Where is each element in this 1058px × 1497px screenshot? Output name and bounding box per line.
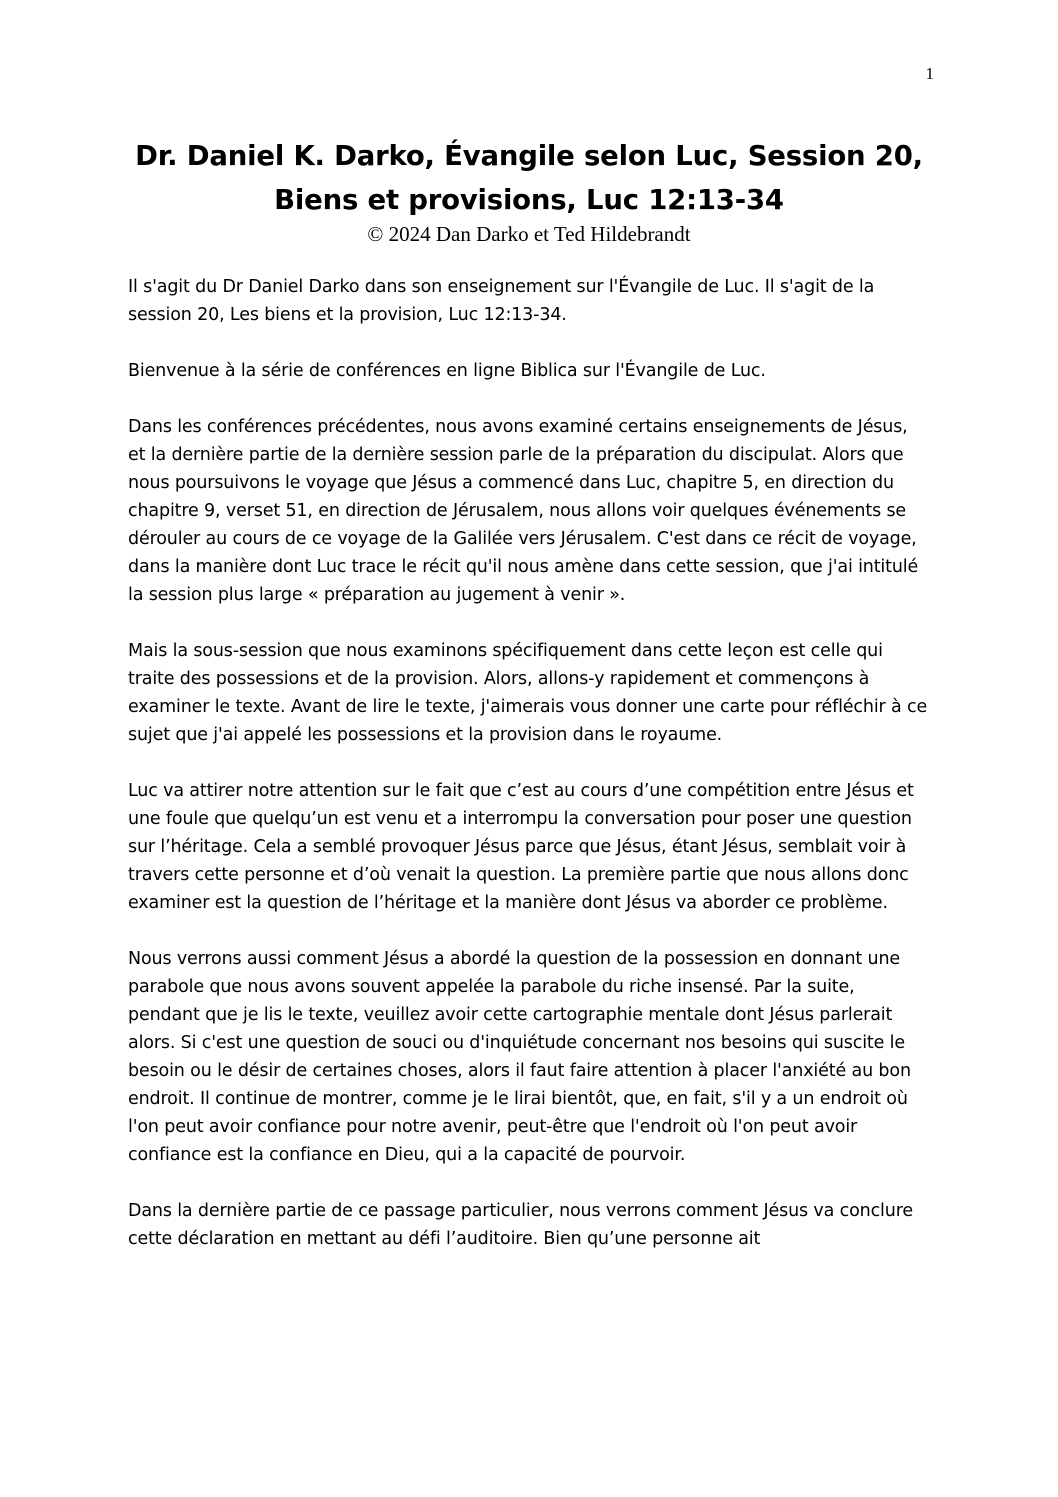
paragraph-conclusion: Dans la dernière partie de ce passage particulier, nous verrons comment Jésus va conclure cette déclaration en mettant au défi l’auditoire. Bien qu’une personne ait xyxy=(128,1201,913,1249)
paragraph-intro: Il s'agit du Dr Daniel Darko dans son enseignement sur l'Évangile de Luc. Il s'agit de la session 20, Les biens et la provision, Luc 12:13-34. xyxy=(128,277,875,325)
title-line-2: Biens et provisions, Luc 12:13-34 xyxy=(274,184,784,216)
document-body xyxy=(128,273,928,1281)
copyright-notice: © 2024 Dan Darko et Ted Hildebrandt xyxy=(367,222,691,246)
document-title xyxy=(100,134,958,222)
paragraph-previous-lectures: Dans les conférences précédentes, nous avons examiné certains enseignements de Jésus, et la dernière partie de la dernière session parle de la préparation du discipulat. Alors que nous poursuivons le voyage que Jésus a commencé dans Luc, chapitre 5, en direction du chapitre 9, verset 51, en direction de Jérusalem, nous allons voir quelques événements se dérouler au cours de ce voyage de la Galilée vers Jérusalem. C'est dans ce récit de voyage, dans la manière dont Luc trace le récit qu'il nous amène dans cette session, que j'ai intitulé la session plus large « préparation au jugement à venir ». xyxy=(128,417,919,605)
paragraph-inheritance: Luc va attirer notre attention sur le fait que c’est au cours d’une compétition entre Jésus et une foule que quelqu’un est venu et a interrompu la conversation pour poser une question sur l’héritage. Cela a semblé provoquer Jésus parce que Jésus, étant Jésus, semblait voir à travers cette personne et d’où venait la question. La première partie que nous allons donc examiner est la question de l’héritage et la manière dont Jésus va aborder ce problème. xyxy=(128,781,914,913)
title-line-1: Dr. Daniel K. Darko, Évangile selon Luc, Session 20, xyxy=(135,140,923,172)
page-number: 1 xyxy=(925,64,934,83)
paragraph-sub-session: Mais la sous-session que nous examinons spécifiquement dans cette leçon est celle qui traite des possessions et de la provision. Alors, allons-y rapidement et commençons à examiner le texte. Avant de lire le texte, j'aimerais vous donner une carte pour réfléchir à ce sujet que j'ai appelé les possessions et la provision dans le royaume. xyxy=(128,641,928,745)
paragraph-welcome: Bienvenue à la série de conférences en ligne Biblica sur l'Évangile de Luc. xyxy=(128,361,766,381)
paragraph-parable: Nous verrons aussi comment Jésus a abordé la question de la possession en donnant une parabole que nous avons souvent appelée la parabole du riche insensé. Par la suite, pendant que je lis le texte, veuillez avoir cette cartographie mentale dont Jésus parlerait alors. Si c'est une question de souci ou d'inquiétude concernant nos besoins qui suscite le besoin ou le désir de certaines choses, alors il faut faire attention à placer l'anxiété au bon endroit. Il continue de montrer, comme je le lirai bientôt, que, en fait, s'il y a un endroit où l'on peut avoir confiance pour notre avenir, peut-être que l'endroit où l'on peut avoir confiance est la confiance en Dieu, qui a la capacité de pourvoir. xyxy=(128,949,911,1165)
